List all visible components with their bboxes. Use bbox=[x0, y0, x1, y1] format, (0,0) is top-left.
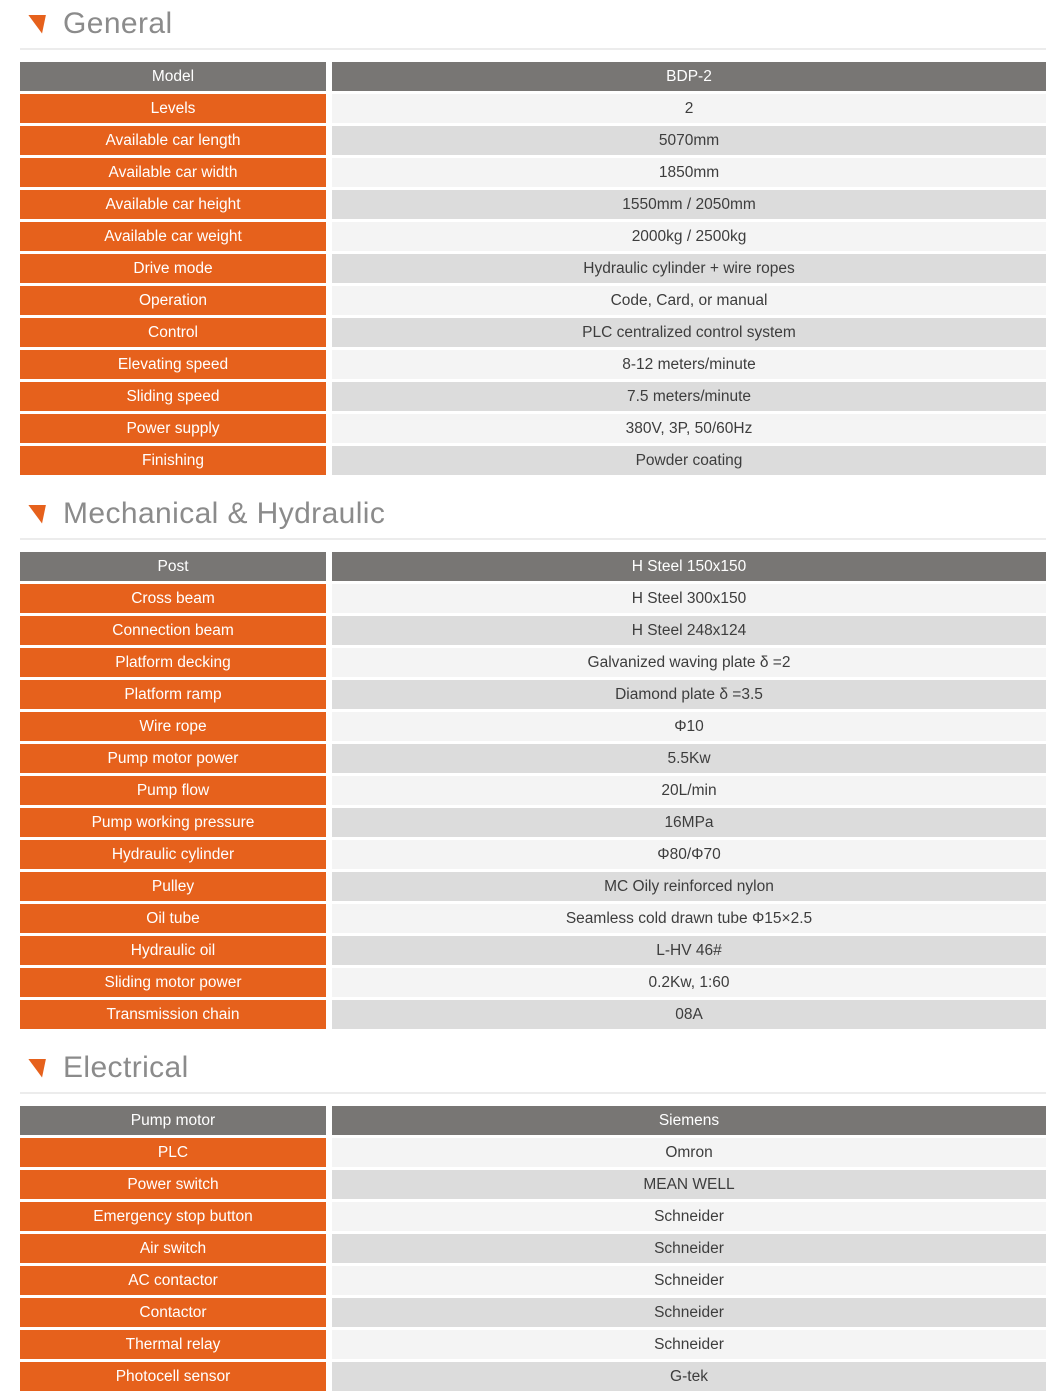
spec-label-cell: Control bbox=[20, 318, 326, 347]
spec-value-cell: 380V, 3P, 50/60Hz bbox=[332, 414, 1046, 443]
spec-label-cell: Operation bbox=[20, 286, 326, 315]
spec-value-cell: Code, Card, or manual bbox=[332, 286, 1046, 315]
spec-value-cell: 20L/min bbox=[332, 776, 1046, 805]
section-title: Electrical bbox=[63, 1051, 189, 1084]
spec-value-cell: 08A bbox=[332, 1000, 1046, 1029]
spec-label-cell: AC contactor bbox=[20, 1266, 326, 1295]
section-title: Mechanical & Hydraulic bbox=[63, 497, 386, 530]
spec-label-cell: PLC bbox=[20, 1138, 326, 1167]
spec-label-cell: Drive mode bbox=[20, 254, 326, 283]
spec-label-cell: Elevating speed bbox=[20, 350, 326, 379]
spec-label-cell: Emergency stop button bbox=[20, 1202, 326, 1231]
spec-label-cell: Platform decking bbox=[20, 648, 326, 677]
spec-value-cell: 7.5 meters/minute bbox=[332, 382, 1046, 411]
spec-label-cell: Pump motor power bbox=[20, 744, 326, 773]
spec-label-cell: Platform ramp bbox=[20, 680, 326, 709]
section-marker-icon bbox=[28, 1059, 46, 1078]
spec-label-cell: Available car length bbox=[20, 126, 326, 155]
spec-value-cell: Siemens bbox=[332, 1106, 1046, 1135]
spec-label-cell: Available car width bbox=[20, 158, 326, 187]
spec-value-cell: Omron bbox=[332, 1138, 1046, 1167]
spec-label-cell: Connection beam bbox=[20, 616, 326, 645]
spec-value-cell: Schneider bbox=[332, 1234, 1046, 1263]
section-divider bbox=[20, 538, 1046, 540]
spec-value-cell: 1850mm bbox=[332, 158, 1046, 187]
spec-value-cell: H Steel 248x124 bbox=[332, 616, 1046, 645]
section-divider bbox=[20, 1092, 1046, 1094]
section-general bbox=[20, 6, 1046, 475]
spec-value-cell: 2000kg / 2500kg bbox=[332, 222, 1046, 251]
spec-label-cell: Air switch bbox=[20, 1234, 326, 1263]
spec-value-cell: MC Oily reinforced nylon bbox=[332, 872, 1046, 901]
spec-label-cell: Pump motor bbox=[20, 1106, 326, 1135]
spec-label-cell: Wire rope bbox=[20, 712, 326, 741]
spec-value-cell: Φ10 bbox=[332, 712, 1046, 741]
section-header-general bbox=[20, 6, 1046, 42]
section-marker-icon bbox=[28, 15, 46, 34]
spec-value-cell: Powder coating bbox=[332, 446, 1046, 475]
spec-value-cell: 2 bbox=[332, 94, 1046, 123]
spec-value-cell: H Steel 150x150 bbox=[332, 552, 1046, 581]
spec-label-cell: Pump flow bbox=[20, 776, 326, 805]
spec-value-cell: 5070mm bbox=[332, 126, 1046, 155]
section-mechanical-hydraulic bbox=[20, 496, 1046, 1029]
spec-value-cell: 8-12 meters/minute bbox=[332, 350, 1046, 379]
spec-value-cell: Schneider bbox=[332, 1330, 1046, 1359]
spec-value-cell: Hydraulic cylinder + wire ropes bbox=[332, 254, 1046, 283]
spec-label-cell: Model bbox=[20, 62, 326, 91]
section-electrical bbox=[20, 1050, 1046, 1391]
spec-label-cell: Levels bbox=[20, 94, 326, 123]
spec-value-cell: BDP-2 bbox=[332, 62, 1046, 91]
spec-value-cell: 5.5Kw bbox=[332, 744, 1046, 773]
spec-label-cell: Hydraulic cylinder bbox=[20, 840, 326, 869]
section-header-electrical bbox=[20, 1050, 1046, 1086]
spec-label-cell: Oil tube bbox=[20, 904, 326, 933]
section-title: General bbox=[63, 7, 173, 40]
spec-label-cell: Thermal relay bbox=[20, 1330, 326, 1359]
spec-label-cell: Pump working pressure bbox=[20, 808, 326, 837]
spec-value-cell: Diamond plate δ =3.5 bbox=[332, 680, 1046, 709]
spec-label-cell: Power switch bbox=[20, 1170, 326, 1199]
spec-label-cell: Hydraulic oil bbox=[20, 936, 326, 965]
spec-label-cell: Photocell sensor bbox=[20, 1362, 326, 1391]
spec-value-cell: 16MPa bbox=[332, 808, 1046, 837]
section-divider bbox=[20, 48, 1046, 50]
spec-label-cell: Sliding speed bbox=[20, 382, 326, 411]
spec-value-cell: L-HV 46# bbox=[332, 936, 1046, 965]
spec-value-cell: Schneider bbox=[332, 1266, 1046, 1295]
section-marker-icon bbox=[28, 505, 46, 524]
spec-label-cell: Post bbox=[20, 552, 326, 581]
spec-table-mechanical-hydraulic bbox=[20, 552, 1046, 1029]
spec-value-cell: Schneider bbox=[332, 1298, 1046, 1327]
spec-value-cell: PLC centralized control system bbox=[332, 318, 1046, 347]
spec-value-cell: Schneider bbox=[332, 1202, 1046, 1231]
spec-label-cell: Sliding motor power bbox=[20, 968, 326, 997]
spec-label-cell: Transmission chain bbox=[20, 1000, 326, 1029]
spec-label-cell: Power supply bbox=[20, 414, 326, 443]
spec-label-cell: Available car weight bbox=[20, 222, 326, 251]
spec-label-cell: Finishing bbox=[20, 446, 326, 475]
spec-value-cell: G-tek bbox=[332, 1362, 1046, 1391]
spec-value-cell: 1550mm / 2050mm bbox=[332, 190, 1046, 219]
spec-value-cell: H Steel 300x150 bbox=[332, 584, 1046, 613]
spec-label-cell: Pulley bbox=[20, 872, 326, 901]
spec-value-cell: MEAN WELL bbox=[332, 1170, 1046, 1199]
spec-table-electrical bbox=[20, 1106, 1046, 1391]
spec-value-cell: Seamless cold drawn tube Φ15×2.5 bbox=[332, 904, 1046, 933]
spec-table-general bbox=[20, 62, 1046, 475]
spec-label-cell: Cross beam bbox=[20, 584, 326, 613]
spec-value-cell: 0.2Kw, 1:60 bbox=[332, 968, 1046, 997]
spec-value-cell: Galvanized waving plate δ =2 bbox=[332, 648, 1046, 677]
spec-value-cell: Φ80/Φ70 bbox=[332, 840, 1046, 869]
spec-label-cell: Available car height bbox=[20, 190, 326, 219]
spec-label-cell: Contactor bbox=[20, 1298, 326, 1327]
section-header-mechanical-hydraulic bbox=[20, 496, 1046, 532]
